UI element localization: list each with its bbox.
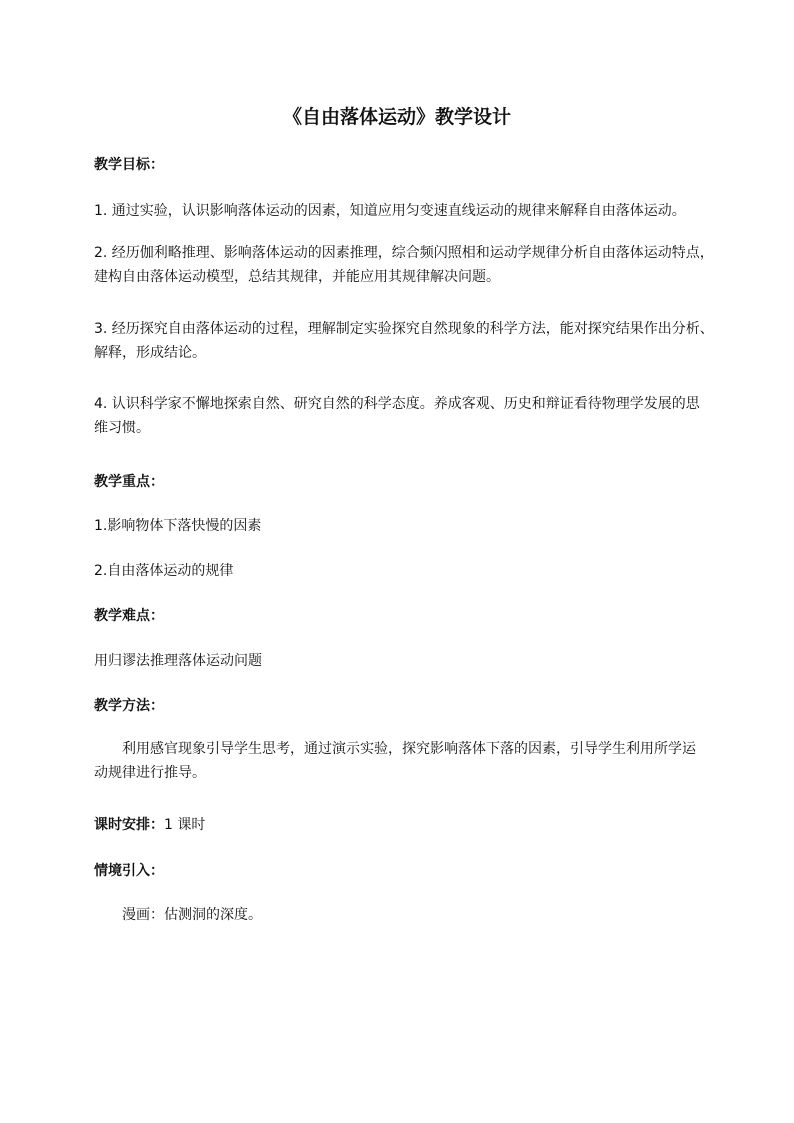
- objective-item-1: [94, 199, 704, 223]
- objective-2-line-1: 2. 经历伽利略推理、影响落体运动的因素推理，综合频闪照相和运动学规律分析自由落体运动特点，: [94, 245, 714, 261]
- objective-3-line-2: 解释，形成结论。: [94, 345, 206, 361]
- schedule-value: 1 课时: [164, 817, 206, 833]
- objective-item-4: [94, 392, 704, 440]
- document-title: 《自由落体运动》教学设计: [282, 106, 511, 128]
- methods-line-2: 动规律进行推导。: [94, 765, 206, 781]
- methods-paragraph: [94, 737, 704, 785]
- introduction-heading: 情境引入：: [94, 863, 164, 879]
- introduction-text: 漫画：估测洞的深度。: [122, 907, 262, 923]
- objective-3-line-1: 3. 经历探究自由落体运动的过程，理解制定实验探究自然现象的科学方法，能对探究结果作出分析、: [94, 321, 714, 337]
- methods-line-1: 利用感官现象引导学生思考，通过演示实验，探究影响落体下落的因素，引导学生利用所学运: [122, 741, 696, 757]
- objective-4-line-1: 4. 认识科学家不懈地探索自然、研究自然的科学态度。养成客观、历史和辩证看待物理学发展的思: [94, 396, 700, 412]
- objective-item-2: [94, 241, 714, 289]
- objective-item-3: [94, 317, 714, 365]
- methods-heading: 教学方法：: [94, 698, 164, 714]
- difficulty-text: 用归谬法推理落体运动问题: [94, 653, 262, 669]
- schedule-line: [94, 815, 205, 835]
- objective-4-line-2: 维习惯。: [94, 420, 150, 436]
- objectives-heading: 教学目标：: [94, 157, 164, 173]
- objective-2-line-2: 建构自由落体运动模型，总结其规律，并能应用其规律解决问题。: [94, 269, 500, 285]
- introduction-paragraph: [94, 903, 704, 927]
- key-points-heading: 教学重点：: [94, 474, 164, 490]
- schedule-heading: 课时安排：: [94, 817, 164, 833]
- objective-1-line-1: 1. 通过实验，认识影响落体运动的因素，知道应用匀变速直线运动的规律来解释自由落体运动。: [94, 203, 686, 219]
- difficulties-heading: 教学难点：: [94, 608, 164, 624]
- key-point-item-2: 2.自由落体运动的规律: [94, 563, 234, 579]
- key-point-item-1: 1.影响物体下落快慢的因素: [94, 518, 262, 534]
